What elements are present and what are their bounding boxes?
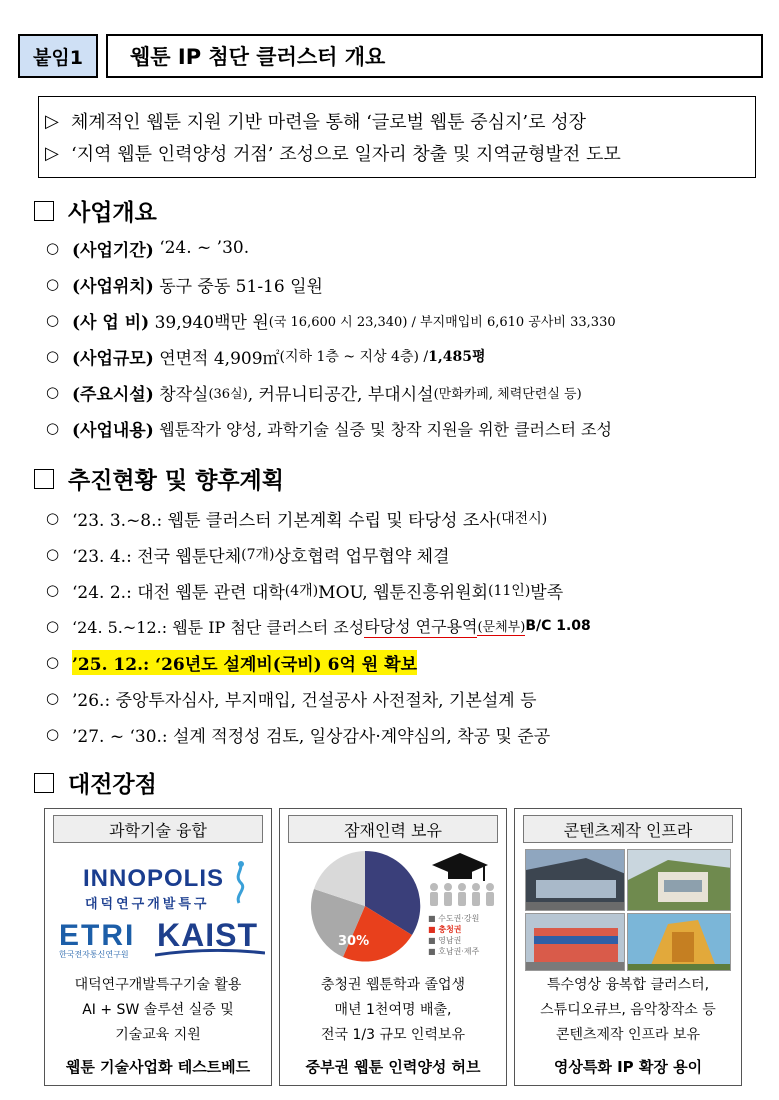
page-title: 웹툰 IP 첨단 클러스터 개요 (106, 34, 763, 78)
card-footer: 중부권 웹툰 인력양성 허브 (305, 1058, 481, 1076)
triangle-icon: ▷ (45, 142, 59, 164)
circle-bullet-icon: ○ (46, 509, 60, 527)
item-highlight: ’25. 12.: ‘26년도 설계비(국비) 6억 원 확보 (72, 650, 417, 675)
pie-legend (428, 913, 479, 957)
card-title: 잠재인력 보유 (288, 815, 498, 843)
item-note: (대전시) (495, 511, 548, 527)
list-item (46, 410, 616, 446)
summary-text: 체계적인 웹툰 지원 기반 마련을 통해 ‘글로벌 웹툰 중심지’로 성장 (71, 112, 587, 133)
item-text: ‘24. ~ ’30. (159, 238, 250, 258)
desc-line: 특수영상 융복합 클러스터, (546, 977, 710, 993)
innopolis-logo: INNOPOLIS (83, 865, 225, 892)
item-text: 동구 중동 51-16 일원 (159, 276, 323, 297)
item-text: 상호협력 업무협약 체결 (274, 546, 450, 567)
card-title: 과학기술 융합 (53, 815, 263, 843)
page-header (18, 34, 763, 80)
strength-card-talent (279, 808, 507, 1086)
item-note: (36실) (208, 386, 248, 402)
item-text: 웹툰작가 양성, 과학기술 실증 및 창작 지원을 위한 클러스터 조성 (159, 419, 612, 439)
item-label: (사 업 비) (72, 312, 150, 333)
list-item (46, 716, 591, 752)
circle-bullet-icon: ○ (46, 311, 60, 329)
list-item (46, 608, 591, 644)
item-text: 연면적 4,909㎡ (159, 348, 280, 369)
pie-percent-label: 30% (338, 934, 370, 949)
list-item (46, 338, 616, 374)
studio-building-photo (525, 849, 625, 911)
legend-item: ■ 영남권 (428, 936, 462, 945)
card-footer: 웹툰 기술사업화 테스트베드 (65, 1058, 251, 1076)
overview-list (46, 230, 616, 446)
list-item (46, 500, 591, 536)
desc-line: 전국 1/3 규모 인력보유 (320, 1027, 466, 1043)
circle-bullet-icon: ○ (46, 689, 60, 707)
desc-line: 콘텐츠제작 인프라 보유 (555, 1027, 701, 1043)
desc-line: 스튜디오큐브, 음악창작소 등 (540, 1002, 716, 1018)
cube-building-photo (627, 849, 731, 911)
circle-bullet-icon: ○ (46, 653, 60, 671)
media-center-photo (525, 913, 625, 971)
circle-bullet-icon: ○ (46, 275, 60, 293)
list-item (46, 230, 616, 266)
circle-bullet-icon: ○ (46, 347, 60, 365)
card-description (515, 973, 741, 1048)
item-underlined-text: 타당성 연구용역 (364, 614, 477, 638)
item-note: (지하 1층 ~ 지상 4층) / (279, 349, 429, 365)
item-text: MOU, 웹툰진흥위원회 (318, 582, 489, 603)
item-note: (만화카페, 체력단련실 등) (433, 386, 582, 402)
list-item (46, 572, 591, 608)
section-heading-strengths (34, 766, 157, 799)
desc-line: 대덕연구개발특구기술 활용 (74, 977, 242, 993)
desc-line: 충청권 웹툰학과 졸업생 (320, 977, 466, 993)
item-text: 발족 (530, 582, 564, 603)
item-label: (사업규모) (72, 348, 154, 369)
summary-text: ‘지역 웹툰 인력양성 거점’ 조성으로 일자리 창출 및 지역균형발전 도모 (71, 144, 621, 165)
strength-card-infrastructure (514, 808, 742, 1086)
item-label: (사업위치) (72, 276, 154, 297)
card-description (45, 973, 271, 1048)
summary-box (38, 96, 756, 178)
strength-card-science (44, 808, 272, 1086)
item-label: (주요시설) (72, 384, 154, 405)
checkbox-square-icon (34, 469, 54, 489)
circle-bullet-icon: ○ (46, 419, 60, 437)
item-note: (7개) (241, 547, 275, 563)
section-title: 추진현황 및 향후계획 (68, 468, 284, 494)
item-text: , 커뮤니티공간, 부대시설 (247, 384, 434, 405)
item-text: ’27. ~ ‘30.: 설계 적정성 검토, 일상감사·계약심의, 착공 및 준공 (72, 726, 551, 747)
circle-bullet-icon: ○ (46, 383, 60, 401)
section-title: 대전강점 (68, 772, 157, 798)
attachment-tag: 붙임1 (18, 34, 98, 78)
desc-line: AI + SW 솔루션 실증 및 (82, 1002, 234, 1018)
people-group-icon (426, 881, 496, 911)
desc-line: 기술교육 지원 (115, 1027, 201, 1043)
item-label: (사업내용) (72, 420, 154, 441)
circle-bullet-icon: ○ (46, 545, 60, 563)
card-description (280, 973, 506, 1048)
item-text: 창작실 (159, 384, 209, 405)
summary-line (45, 105, 755, 137)
item-text: ‘23. 3.~8.: 웹툰 클러스터 기본계획 수립 및 타당성 조사 (72, 510, 496, 531)
triangle-icon: ▷ (45, 110, 59, 132)
card-footer: 영상특화 IP 확장 용이 (553, 1058, 703, 1076)
item-note: (국 16,600 시 23,340) / 부지매입비 6,610 공사비 33,330 (268, 314, 616, 330)
legend-item: ■ 충청권 (428, 925, 462, 934)
list-item (46, 644, 591, 680)
circle-bullet-icon: ○ (46, 581, 60, 599)
item-note: (11인) (488, 583, 531, 599)
music-center-photo (627, 913, 731, 971)
summary-line (45, 137, 755, 169)
list-item (46, 536, 591, 572)
card-title: 콘텐츠제작 인프라 (523, 815, 733, 843)
checkbox-square-icon (34, 773, 54, 793)
item-label: (사업기간) (72, 240, 154, 261)
circle-bullet-icon: ○ (46, 617, 60, 635)
item-text: ‘24. 2.: 대전 웹툰 관련 대학 (72, 582, 285, 603)
list-item (46, 302, 616, 338)
item-bold-tail: 1,485평 (428, 349, 486, 365)
kaist-swoosh-icon (155, 949, 265, 957)
item-text: ’26.: 중앙투자심사, 부지매입, 건설공사 사전절차, 기본설계 등 (72, 690, 537, 711)
section-heading-overview (34, 194, 157, 227)
section-title: 사업개요 (68, 200, 157, 226)
item-text: 39,940백만 원 (154, 312, 269, 333)
list-item (46, 266, 616, 302)
list-item (46, 680, 591, 716)
etri-logo-subtitle: 한국전자통신연구원 (59, 950, 129, 959)
section-heading-progress (34, 462, 284, 495)
progress-list (46, 500, 591, 752)
legend-item: ■ 호남권·제주 (428, 947, 480, 956)
item-note: (4개) (284, 583, 319, 599)
etri-logo: ETRI (59, 919, 136, 952)
desc-line: 매년 1천여명 배출, (334, 1002, 452, 1018)
item-note: (문체부) (477, 616, 525, 636)
legend-item: ■ 수도권·강원 (428, 914, 480, 923)
item-text: ‘24. 5.~12.: 웹툰 IP 첨단 클러스터 조성 (72, 617, 365, 637)
checkbox-square-icon (34, 201, 54, 221)
circle-bullet-icon: ○ (46, 725, 60, 743)
list-item (46, 374, 616, 410)
innopolis-logo-subtitle: 대덕연구개발특구 (85, 897, 210, 912)
item-text: ‘23. 4.: 전국 웹툰단체 (72, 546, 242, 567)
circle-bullet-icon: ○ (46, 239, 60, 257)
kaist-logo: KAIST (157, 917, 258, 953)
item-bold-tail: B/C 1.08 (525, 618, 591, 634)
innopolis-figure-icon (225, 859, 253, 905)
